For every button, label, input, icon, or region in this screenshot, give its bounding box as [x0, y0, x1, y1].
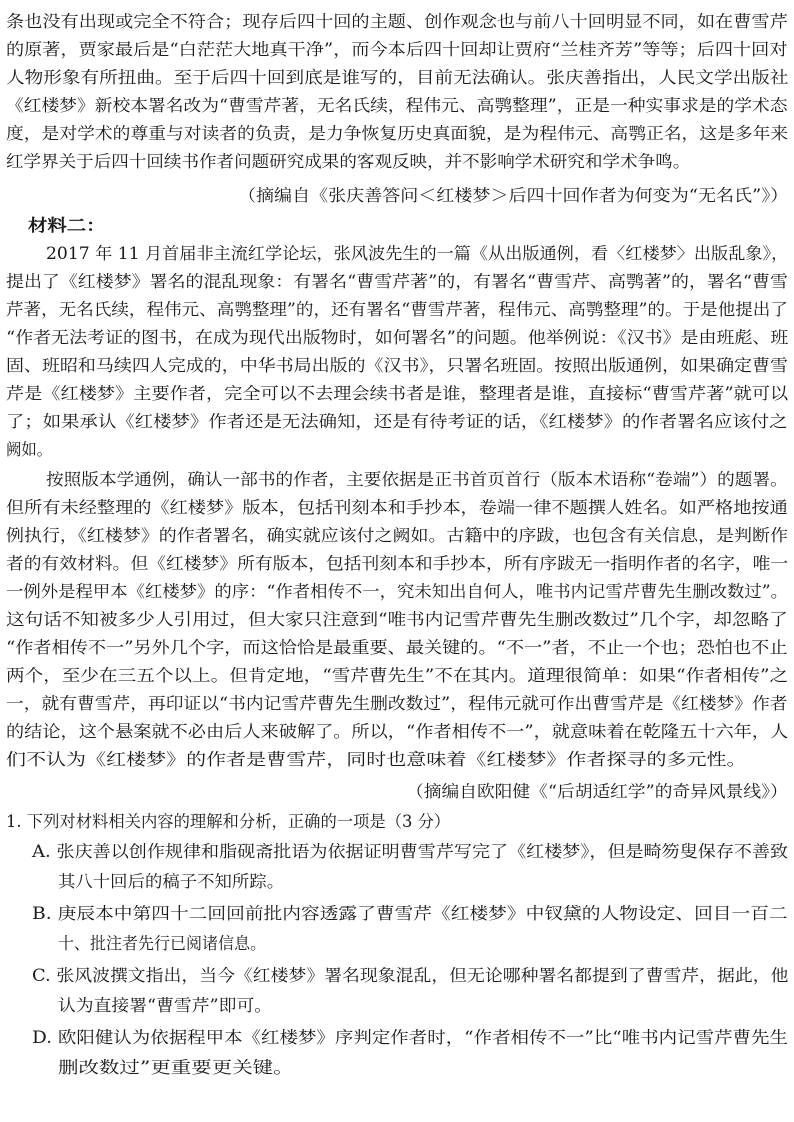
- material1-line: 人物形象有所扭曲。至于后四十回到底是谁写的，目前无法确认。张庆善指出，人民文学出版社: [6, 68, 789, 87]
- material1-line: 红学界关于后四十回续书作者问题研究成果的客观反映，并不影响学术研究和学术争鸣。: [6, 152, 691, 171]
- option-d-line: 删改数过”更重要更关键。: [58, 1058, 294, 1077]
- option-d-line: D. 欧阳健认为依据程甲本《红楼梦》序判定作者时，“作者相传不一”比“唯书内记雪芹曹先生: [32, 1028, 788, 1047]
- material2-para1-line: 芹著，无名氏续，程伟元、高鹗整理”的，还有署名“曹雪芹著，程伟元、高鹗整理”的。于是他提出了: [6, 300, 788, 319]
- material1-line: 《红楼梦》新校本署名改为“曹雪芹著，无名氏续，程伟元、高鹗整理”，正是一种实事求是的学术态: [6, 96, 788, 115]
- material2-para1-line: 了；如果承认《红楼梦》作者还是无法确知，还是有待考证的话，《红楼梦》的作者署名应该付之: [6, 412, 788, 431]
- material2-para2-line: 一例外是程甲本《红楼梦》的序：“作者相传不一，究未知出自何人，唯书内记雪芹曹先生删改数过”。: [6, 582, 788, 601]
- material1-line: 的原著，贾家最后是“白茫茫大地真干净”，而今本后四十回却让贾府“兰桂齐芳”等等；后四十回对: [6, 40, 788, 59]
- material2-para2-line: 按照版本学通例，确认一部书的作者，主要依据是正书首页首行（版本术语称“卷端”）的题署。: [46, 470, 788, 489]
- material2-heading: 材料二：: [28, 216, 106, 235]
- material2-para2-line: 但所有未经整理的《红楼梦》版本，包括刊刻本和手抄本，卷端一律不题撰人姓名。如严格地按通: [6, 498, 788, 517]
- material2-para1-line: 阙如。: [6, 440, 53, 459]
- material2-para1-line: 2017 年 11 月首届非主流红学论坛，张风波先生的一篇《从出版通例，看〈红楼梦〉出版乱象》，: [46, 244, 789, 263]
- material2-para1-line: 提出了《红楼梦》署名的混乱现象：有署名“曹雪芹著”的，有署名“曹雪芹、高鹗著”的，署名“曹雪: [6, 272, 788, 291]
- material2-para1-line: 芹是《红楼梦》主要作者，完全可以不去理会续书者是谁，整理者是谁，直接标“曹雪芹著”就可以: [6, 384, 789, 403]
- material2-para2-line: 两个，至少在三五个以上。但肯定地，“雪芹曹先生”不在其内。道理很简单：如果“作者相传”之: [6, 666, 789, 685]
- material1-line: 度，是对学术的尊重与对读者的负责，是力争恢复历史真面貌，是为程伟元、高鹗正名，这是多年来: [6, 124, 789, 143]
- option-b-line: 十、批注者先行已阅诸信息。: [58, 934, 267, 953]
- material2-para2-line: 一，就有曹雪芹，再印证以“书内记雪芹曹先生删改数过”，程伟元就可作出曹雪芹是《红楼梦》作者: [6, 694, 788, 713]
- material1-source: （摘编自《张庆善答问＜红楼梦＞后四十回作者为何变为“无名氏”》）: [238, 186, 789, 205]
- material1-line: 条也没有出现或完全不符合；现存后四十回的主题、创作观念也与前八十回明显不同，如在曹雪芹: [6, 12, 788, 31]
- material2-para1-line: 固、班昭和马续四人完成的，中华书局出版的《汉书》，只署名班固。按照出版通例，如果确定曹雪: [6, 356, 788, 375]
- material2-source: （摘编自欧阳健《“后胡适红学”的奇异风景线》）: [406, 782, 788, 801]
- material2-para2-line: 的结论，这个悬案就不必由后人来破解了。所以，“作者相传不一”，就意味着在乾隆五十六年，人: [6, 722, 789, 741]
- material2-para2-line: 们不认为《红楼梦》的作者是曹雪芹，同时也意味着《红楼梦》作者探寻的多元性。: [6, 750, 747, 769]
- material2-para2-line: 这句话不知被多少人引用过，但大家只注意到“唯书内记雪芹曹先生删改数过”几个字，却忽略了: [6, 610, 788, 629]
- material2-para2-line: 者的有效材料。但《红楼梦》所有版本，包括刊刻本和手抄本，所有序跋无一指明作者的名字，唯一: [6, 554, 789, 573]
- material2-para1-line: “作者无法考证的图书，在成为现代出版物时，如何署名”的问题。他举例说：《汉书》是由班彪、班: [6, 328, 789, 347]
- option-c-line: C. 张风波撰文指出，当今《红楼梦》署名现象混乱，但无论哪种署名都提到了曹雪芹，据此，他: [32, 966, 789, 985]
- option-c-line: 认为直接署“曹雪芹”即可。: [58, 996, 273, 1015]
- material2-para2-line: “作者相传不一”另外几个字，而这恰恰是最重要、最关键的。“不一”者，不止一个也；恐怕也不止: [6, 638, 788, 657]
- material2-para2-line: 例执行，《红楼梦》的作者署名，确实就应该付之阙如。古籍中的序跋，也包含有关信息，是判断作: [6, 526, 788, 545]
- option-b-line: B. 庚辰本中第四十二回回前批内容透露了曹雪芹《红楼梦》中钗黛的人物设定、回目一百二: [32, 904, 788, 923]
- question-stem: 1. 下列对材料相关内容的理解和分析，正确的一项是（3 分）: [6, 812, 451, 831]
- option-a-line: A. 张庆善以创作规律和脂砚斋批语为依据证明曹雪芹写完了《红楼梦》，但是畸笏叟保存不善致: [32, 842, 789, 861]
- option-a-line: 其八十回后的稿子不知所踪。: [58, 872, 285, 891]
